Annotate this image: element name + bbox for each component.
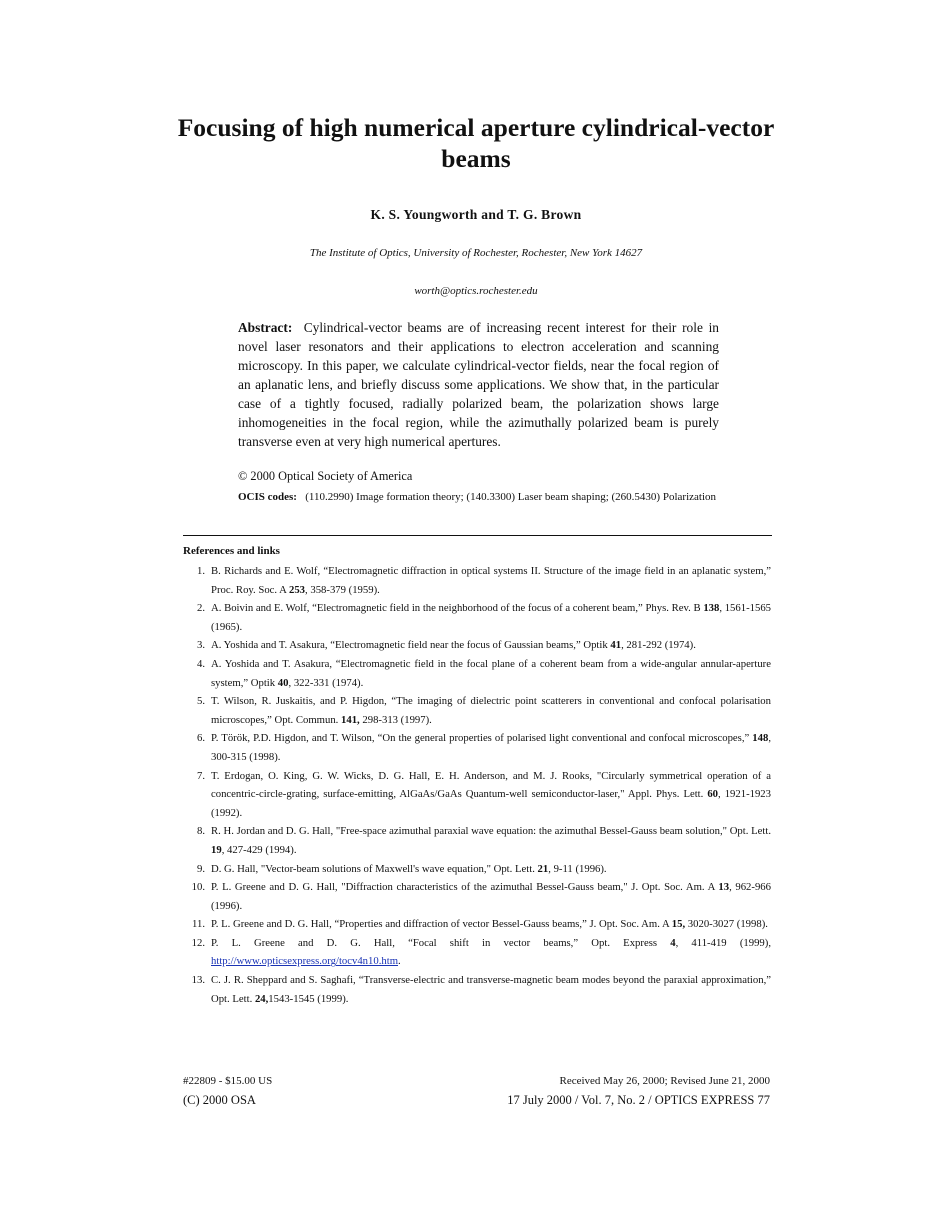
reference-text: B. Richards and E. Wolf, “Electromagnetic diffraction in optical systems II. Structure of the image field in an aplanatic system,” Proc. Roy. Soc. A — [211, 565, 771, 596]
references-heading: References and links — [183, 545, 280, 557]
reference-volume: 4 — [670, 936, 676, 949]
reference-number: 2. — [196, 602, 205, 615]
reference-item — [183, 915, 771, 934]
reference-item — [183, 822, 771, 859]
reference-number: 7. — [196, 769, 205, 782]
reference-number: 4. — [196, 657, 205, 670]
reference-text: R. H. Jordan and D. G. Hall, "Free-space azimuthal paraxial wave equation: the azimuthal Bessel-Gauss beam solution," Opt. Lett. — [211, 825, 771, 838]
references-list — [183, 562, 771, 1008]
reference-pages: 1543-1545 (1999). — [268, 992, 349, 1005]
reference-pages: , 411-419 (1999), — [675, 936, 772, 949]
reference-pages: 298-313 (1997). — [359, 713, 432, 726]
reference-number: 10. — [191, 881, 205, 894]
abstract-text: Cylindrical-vector beams are of increasing recent interest for their role in novel laser resonators and their applications to electron acceleration and scanning microscopy. In this paper, we calculate cylindrical-vector fields, near the focal region of an aplanatic lens, and briefly discuss some applications. We show that, in the particular case of a tightly focused, radially polarized beam, the polarization shows large inhomogeneities in the focal region, while the azimuthally polarized beam is purely transverse even at very high numerical apertures. — [238, 320, 719, 449]
reference-volume: 60 — [707, 788, 719, 801]
reference-number: 3. — [196, 639, 205, 652]
reference-text: T. Erdogan, O. King, G. W. Wicks, D. G. Hall, E. H. Anderson, and M. J. Rooks, "Circularly symmetrical operation of a concentric-circle-grating, surface-emitting, AlGaAs/GaAs Quantum-well semiconductor-laser," Appl. Phys. Lett. — [211, 769, 771, 801]
abstract-label: Abstract: — [238, 320, 293, 335]
reference-item — [183, 878, 771, 915]
footer-doc-id: #22809 - $15.00 US — [183, 1075, 273, 1087]
abstract — [238, 318, 719, 451]
reference-text: D. G. Hall, "Vector-beam solutions of Maxwell's wave equation," Opt. Lett. — [211, 862, 538, 875]
reference-pages: , 300-315 (1998). — [211, 732, 771, 763]
reference-volume: 19 — [211, 843, 222, 856]
reference-pages: , 281-292 (1974). — [621, 639, 696, 652]
reference-link[interactable]: http://www.opticsexpress.org/tocv4n10.htm — [211, 955, 399, 968]
reference-volume: 138 — [703, 602, 720, 615]
authors: K. S. Youngworth and T. G. Brown — [370, 207, 582, 222]
reference-text: A. Yoshida and T. Asakura, “Electromagnetic field in the focal plane of a coherent beam from a wide-angular annular-aperture system,” Optik — [211, 657, 771, 689]
footer-journal: 17 July 2000 / Vol. 7, No. 2 / OPTICS EXPRESS 77 — [507, 1093, 770, 1107]
reference-pages: , 962-966 (1996). — [211, 881, 771, 912]
reference-volume: 148 — [752, 732, 769, 745]
reference-text: T. Wilson, R. Juskaitis, and P. Higdon, “The imaging of dielectric point scatterers in conventional and confocal polarisation microscopes,” Opt. Commun. — [211, 695, 771, 726]
reference-volume: 141, — [341, 713, 360, 726]
reference-item — [183, 655, 771, 692]
author-email: worth@optics.rochester.edu — [414, 285, 538, 297]
reference-item — [183, 971, 771, 1008]
section-divider — [183, 535, 772, 536]
reference-pages: , 427-429 (1994). — [221, 843, 297, 856]
reference-text: P. L. Greene and D. G. Hall, “Properties and diffraction of vector Bessel-Gauss beams,” J. Opt. Soc. Am. A — [211, 918, 672, 931]
reference-text: P. L. Greene and D. G. Hall, "Diffraction characteristics of the azimuthal Bessel-Gauss beam," J. Opt. Soc. Am. A — [211, 881, 719, 894]
reference-number: 12. — [191, 936, 205, 949]
footer-received: Received May 26, 2000; Revised June 21, 2000 — [559, 1075, 770, 1087]
reference-tail: . — [398, 955, 401, 968]
reference-number: 11. — [192, 918, 205, 931]
reference-volume: 21 — [537, 862, 549, 875]
reference-volume: 13 — [718, 881, 730, 894]
reference-item — [183, 860, 771, 879]
reference-pages: 3020-3027 (1998). — [685, 918, 768, 931]
footer-copyright: (C) 2000 OSA — [183, 1093, 256, 1107]
reference-pages: , 1561-1565 (1965). — [211, 602, 772, 633]
reference-number: 5. — [196, 695, 205, 708]
reference-pages: , 358-379 (1959). — [305, 583, 380, 596]
reference-volume: 40 — [277, 676, 289, 689]
ocis-text: (110.2990) Image formation theory; (140.3300) Laser beam shaping; (260.5430) Polarization — [305, 491, 716, 503]
reference-volume: 41 — [610, 639, 622, 652]
reference-item — [183, 562, 771, 599]
reference-volume: 15, — [671, 918, 686, 931]
reference-pages: , 322-331 (1974). — [288, 676, 364, 689]
reference-text: C. J. R. Sheppard and S. Saghafi, “Transverse-electric and transverse-magnetic beam modes beyond the paraxial approximation,” Opt. Lett. — [211, 974, 771, 1005]
reference-number: 1. — [196, 565, 205, 577]
reference-volume: 253 — [288, 583, 306, 596]
reference-text: A. Boivin and E. Wolf, “Electromagnetic field in the neighborhood of the focus of a coherent beam,” Phys. Rev. B — [211, 602, 704, 615]
ocis-label: OCIS codes: — [238, 491, 297, 503]
paper-title: Focusing of high numerical aperture cylindrical-vector beams — [177, 113, 775, 173]
reference-pages: , 9-11 (1996). — [548, 862, 607, 875]
reference-number: 13. — [191, 974, 205, 987]
affiliation: The Institute of Optics, University of Rochester, Rochester, New York 14627 — [309, 247, 643, 259]
ocis-codes — [238, 487, 717, 507]
reference-item — [183, 636, 771, 655]
reference-item — [183, 729, 771, 766]
reference-number: 9. — [196, 862, 205, 875]
reference-item — [183, 692, 771, 729]
reference-text: A. Yoshida and T. Asakura, “Electromagnetic field near the focus of Gaussian beams,” Optik — [211, 639, 611, 652]
reference-text: P. Török, P.D. Higdon, and T. Wilson, “On the general properties of polarised light conventional and confocal microscopes,” — [211, 732, 753, 745]
reference-number: 8. — [196, 825, 205, 838]
reference-volume: 24, — [254, 992, 269, 1005]
reference-pages: , 1921-1923 (1992). — [211, 788, 771, 819]
reference-item — [183, 767, 771, 823]
copyright-notice: © 2000 Optical Society of America — [238, 469, 413, 483]
reference-number: 6. — [196, 732, 205, 745]
reference-item — [183, 934, 771, 971]
reference-text: P. L. Greene and D. G. Hall, “Focal shift in vector beams,” Opt. Express — [211, 936, 671, 949]
reference-item — [183, 599, 771, 636]
